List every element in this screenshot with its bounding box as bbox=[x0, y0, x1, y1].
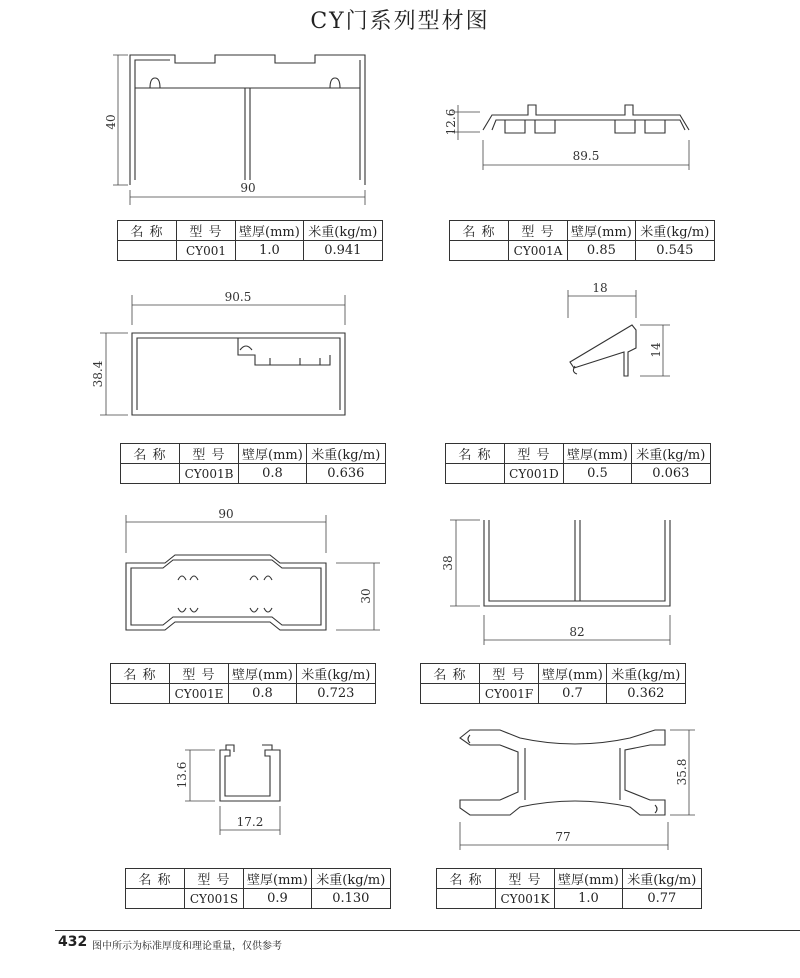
footer-note: 图中所示为标准厚度和理论重量，仅供参考 bbox=[92, 941, 282, 952]
col-weight: 米重(kg/m) bbox=[635, 221, 714, 241]
col-model: 型 号 bbox=[177, 221, 236, 241]
cell-thickness: 0.85 bbox=[568, 241, 636, 261]
spec-table-cy001a bbox=[449, 220, 715, 261]
col-name: 名 称 bbox=[450, 221, 509, 241]
cell-model: CY001E bbox=[170, 684, 229, 704]
cell-thickness: 0.5 bbox=[564, 464, 632, 484]
cell-model: CY001D bbox=[505, 464, 564, 484]
col-weight: 米重(kg/m) bbox=[306, 444, 385, 464]
cell-thickness: 0.8 bbox=[229, 684, 297, 704]
cell-name bbox=[446, 464, 505, 484]
spec-table-cy001s bbox=[125, 868, 391, 909]
dim-cy001a-width: 89.5 bbox=[572, 149, 600, 163]
cell-weight: 0.362 bbox=[606, 684, 685, 704]
cell-weight: 0.941 bbox=[303, 241, 382, 261]
col-model: 型 号 bbox=[170, 664, 229, 684]
cell-thickness: 1.0 bbox=[555, 889, 623, 909]
dim-cy001-height: 40 bbox=[104, 114, 118, 130]
cell-weight: 0.77 bbox=[622, 889, 701, 909]
col-thickness: 壁厚(mm) bbox=[236, 221, 304, 241]
dim-cy001d-height: 14 bbox=[649, 342, 663, 358]
col-model: 型 号 bbox=[185, 869, 244, 889]
dim-cy001b-height: 38.4 bbox=[91, 360, 105, 388]
col-name: 名 称 bbox=[446, 444, 505, 464]
cell-thickness: 1.0 bbox=[236, 241, 304, 261]
dim-cy001f-height: 38 bbox=[441, 555, 455, 571]
drawing-cy001b bbox=[91, 290, 345, 415]
spec-header-row bbox=[446, 444, 711, 464]
spec-table-cy001e bbox=[110, 663, 376, 704]
dim-cy001f-width: 82 bbox=[569, 625, 585, 639]
spec-table-cy001f bbox=[420, 663, 686, 704]
col-name: 名 称 bbox=[118, 221, 177, 241]
dim-cy001-width: 90 bbox=[240, 181, 256, 195]
cell-model: CY001K bbox=[496, 889, 555, 909]
col-model: 型 号 bbox=[505, 444, 564, 464]
col-model: 型 号 bbox=[480, 664, 539, 684]
cell-name bbox=[118, 241, 177, 261]
spec-value-row bbox=[446, 464, 711, 484]
drawing-cy001s bbox=[175, 745, 280, 835]
cell-thickness: 0.9 bbox=[244, 889, 312, 909]
col-model: 型 号 bbox=[496, 869, 555, 889]
dim-cy001e-height: 30 bbox=[359, 588, 373, 604]
cell-weight: 0.063 bbox=[631, 464, 710, 484]
spec-header-row bbox=[421, 664, 686, 684]
col-weight: 米重(kg/m) bbox=[303, 221, 382, 241]
cell-name bbox=[121, 464, 180, 484]
cell-name bbox=[437, 889, 496, 909]
spec-header-row bbox=[437, 869, 702, 889]
spec-table-cy001d bbox=[445, 443, 711, 484]
spec-header-row bbox=[450, 221, 715, 241]
cell-name bbox=[421, 684, 480, 704]
cell-name bbox=[111, 684, 170, 704]
spec-value-row bbox=[450, 241, 715, 261]
col-weight: 米重(kg/m) bbox=[622, 869, 701, 889]
dim-cy001s-height: 13.6 bbox=[175, 761, 189, 789]
spec-value-row bbox=[118, 241, 383, 261]
spec-header-row bbox=[111, 664, 376, 684]
col-name: 名 称 bbox=[437, 869, 496, 889]
spec-table-cy001b bbox=[120, 443, 386, 484]
col-weight: 米重(kg/m) bbox=[311, 869, 390, 889]
cell-weight: 0.636 bbox=[306, 464, 385, 484]
dim-cy001d-width: 18 bbox=[592, 281, 608, 295]
page-number: 432 bbox=[58, 934, 88, 950]
spec-table-cy001 bbox=[117, 220, 383, 261]
dim-cy001k-width: 77 bbox=[555, 830, 571, 844]
col-thickness: 壁厚(mm) bbox=[568, 221, 636, 241]
page-title: CY门系列型材图 bbox=[310, 9, 490, 34]
cell-model: CY001S bbox=[185, 889, 244, 909]
col-thickness: 壁厚(mm) bbox=[564, 444, 632, 464]
col-weight: 米重(kg/m) bbox=[631, 444, 710, 464]
col-weight: 米重(kg/m) bbox=[296, 664, 375, 684]
spec-value-row bbox=[126, 889, 391, 909]
col-model: 型 号 bbox=[180, 444, 239, 464]
col-model: 型 号 bbox=[509, 221, 568, 241]
col-thickness: 壁厚(mm) bbox=[555, 869, 623, 889]
spec-header-row bbox=[121, 444, 386, 464]
col-weight: 米重(kg/m) bbox=[606, 664, 685, 684]
spec-header-row bbox=[126, 869, 391, 889]
footer-divider bbox=[55, 930, 800, 931]
dim-cy001b-width: 90.5 bbox=[224, 290, 252, 304]
cell-weight: 0.130 bbox=[311, 889, 390, 909]
spec-header-row bbox=[118, 221, 383, 241]
dim-cy001e-width: 90 bbox=[218, 507, 234, 521]
cell-name bbox=[126, 889, 185, 909]
cell-weight: 0.723 bbox=[296, 684, 375, 704]
cell-name bbox=[450, 241, 509, 261]
cell-thickness: 0.7 bbox=[539, 684, 607, 704]
cell-model: CY001F bbox=[480, 684, 539, 704]
cell-thickness: 0.8 bbox=[239, 464, 307, 484]
cell-model: CY001A bbox=[509, 241, 568, 261]
cell-model: CY001 bbox=[177, 241, 236, 261]
cell-weight: 0.545 bbox=[635, 241, 714, 261]
spec-value-row bbox=[111, 684, 376, 704]
col-name: 名 称 bbox=[111, 664, 170, 684]
dim-cy001s-width: 17.2 bbox=[236, 815, 264, 829]
col-thickness: 壁厚(mm) bbox=[244, 869, 312, 889]
col-name: 名 称 bbox=[121, 444, 180, 464]
drawing-cy001f bbox=[441, 520, 670, 645]
spec-value-row bbox=[421, 684, 686, 704]
drawing-cy001e bbox=[126, 507, 380, 630]
col-thickness: 壁厚(mm) bbox=[229, 664, 297, 684]
drawing-cy001a bbox=[444, 105, 689, 170]
dim-cy001k-height: 35.8 bbox=[675, 758, 689, 786]
cell-model: CY001B bbox=[180, 464, 239, 484]
spec-value-row bbox=[121, 464, 386, 484]
col-thickness: 壁厚(mm) bbox=[239, 444, 307, 464]
col-name: 名 称 bbox=[126, 869, 185, 889]
drawing-cy001 bbox=[104, 55, 365, 205]
col-thickness: 壁厚(mm) bbox=[539, 664, 607, 684]
spec-value-row bbox=[437, 889, 702, 909]
drawing-cy001d bbox=[568, 281, 670, 376]
col-name: 名 称 bbox=[421, 664, 480, 684]
drawing-cy001k bbox=[460, 730, 695, 850]
spec-table-cy001k bbox=[436, 868, 702, 909]
dim-cy001a-height: 12.6 bbox=[444, 108, 458, 136]
